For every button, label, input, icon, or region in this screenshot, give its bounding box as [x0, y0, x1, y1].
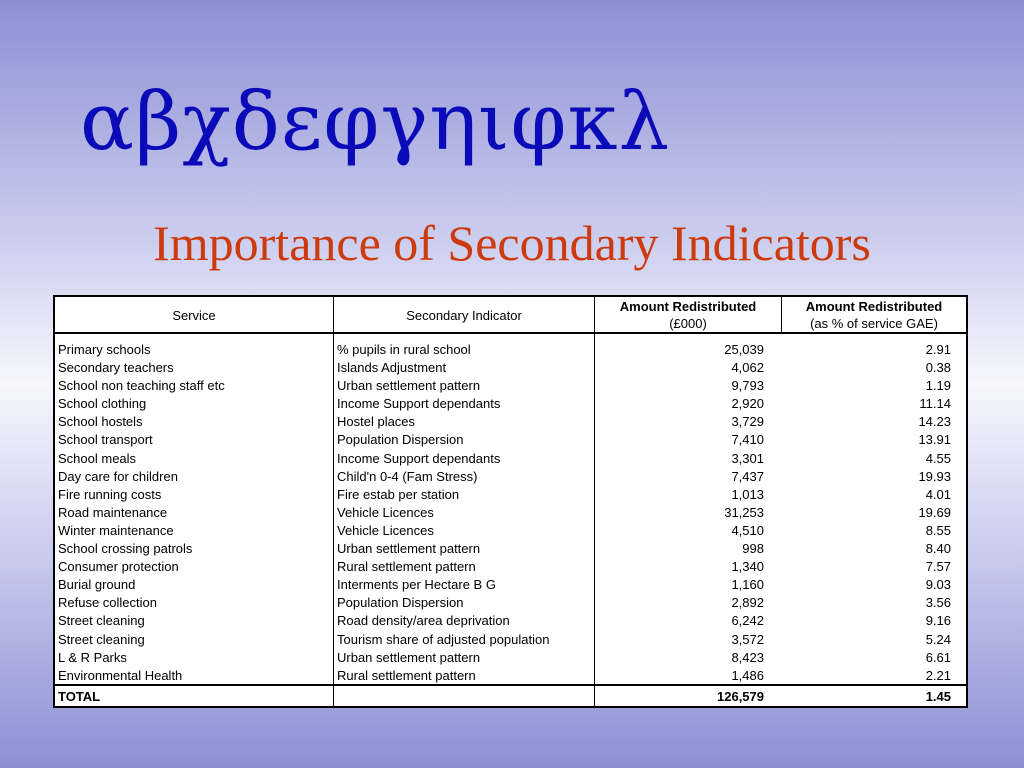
total-label: TOTAL — [58, 689, 101, 704]
cell-indicator: Rural settlement pattern — [337, 559, 476, 575]
cell-percent: 4.01 — [925, 486, 951, 502]
cell-percent: 19.93 — [918, 468, 951, 484]
cell-service: School meals — [58, 450, 137, 466]
table-row — [55, 431, 966, 449]
table-row — [55, 631, 966, 649]
cell-indicator: Vehicle Licences — [337, 522, 434, 538]
table-row — [55, 522, 966, 540]
table-row — [55, 468, 966, 486]
cell-indicator: Vehicle Licences — [337, 504, 434, 520]
table-row — [55, 395, 966, 413]
header-amount-label: Amount Redistributed — [619, 299, 757, 314]
cell-amount: 3,572 — [731, 631, 764, 647]
cell-amount: 4,510 — [731, 522, 764, 538]
cell-percent: 9.16 — [925, 613, 951, 629]
cell-amount: 4,062 — [731, 360, 764, 376]
cell-indicator: Road density/area deprivation — [337, 613, 510, 629]
cell-indicator: Islands Adjustment — [337, 360, 447, 376]
cell-amount: 1,013 — [731, 486, 764, 502]
header-amount-unit: (£000) — [669, 316, 707, 331]
cell-amount: 2,892 — [731, 595, 764, 611]
header-indicator-label: Secondary Indicator — [406, 307, 522, 323]
cell-percent: 1.19 — [925, 378, 951, 394]
table-row — [55, 450, 966, 468]
total-amount: 126,579 — [717, 689, 764, 704]
cell-amount: 1,486 — [731, 667, 764, 683]
table-row — [55, 594, 966, 612]
cell-amount: 2,920 — [731, 396, 764, 412]
cell-indicator: Income Support dependants — [337, 396, 501, 412]
cell-indicator: Hostel places — [337, 414, 416, 430]
header-percent-label: Amount Redistributed — [805, 299, 943, 314]
cell-percent: 7.57 — [925, 559, 951, 575]
cell-percent: 19.69 — [918, 504, 951, 520]
cell-indicator: Interments per Hectare B G — [337, 577, 496, 593]
cell-amount: 3,301 — [731, 450, 764, 466]
table-row — [55, 612, 966, 630]
cell-percent: 2.21 — [925, 667, 951, 683]
table-row — [55, 377, 966, 395]
cell-percent: 8.55 — [925, 522, 951, 538]
cell-percent: 6.61 — [925, 649, 951, 665]
cell-percent: 2.91 — [925, 342, 951, 357]
cell-amount: 8,423 — [731, 649, 764, 665]
cell-indicator: Population Dispersion — [337, 595, 464, 611]
cell-amount: 1,160 — [731, 577, 764, 593]
slide-title: Importance of Secondary Indicators — [153, 215, 871, 271]
cell-percent: 8.40 — [925, 541, 951, 557]
cell-indicator: Urban settlement pattern — [337, 541, 481, 557]
cell-indicator: Child'n 0-4 (Fam Stress) — [337, 468, 478, 484]
header-percent — [782, 297, 966, 333]
cell-percent: 9.03 — [925, 577, 951, 593]
table-row — [55, 413, 966, 431]
cell-service: Burial ground — [58, 577, 136, 593]
cell-service: Winter maintenance — [58, 522, 174, 538]
cell-amount: 1,340 — [731, 559, 764, 575]
indicators-table — [53, 295, 968, 708]
cell-amount: 998 — [742, 541, 764, 557]
total-percent: 1.45 — [925, 689, 951, 704]
table-row — [55, 504, 966, 522]
cell-service: Primary schools — [58, 342, 151, 357]
table-body — [55, 341, 966, 685]
cell-percent: 3.56 — [925, 595, 951, 611]
cell-service: L & R Parks — [58, 649, 127, 665]
cell-amount: 31,253 — [724, 504, 764, 520]
cell-service: Environmental Health — [58, 667, 183, 683]
cell-service: Street cleaning — [58, 631, 145, 647]
cell-service: Fire running costs — [58, 486, 162, 502]
cell-indicator: % pupils in rural school — [337, 342, 471, 357]
cell-service: School hostels — [58, 414, 143, 430]
cell-amount: 25,039 — [724, 342, 764, 357]
cell-service: Day care for children — [58, 468, 178, 484]
cell-percent: 5.24 — [925, 631, 951, 647]
cell-amount: 7,410 — [731, 432, 764, 448]
cell-indicator: Fire estab per station — [337, 486, 460, 502]
table-row — [55, 667, 966, 685]
greek-heading: αβχδεφγηιφκλ — [80, 75, 671, 168]
cell-indicator: Tourism share of adjusted population — [337, 631, 550, 647]
cell-indicator: Urban settlement pattern — [337, 378, 481, 394]
cell-service: School non teaching staff etc — [58, 378, 225, 394]
cell-amount: 7,437 — [731, 468, 764, 484]
cell-service: Secondary teachers — [58, 360, 174, 376]
cell-indicator: Urban settlement pattern — [337, 649, 481, 665]
cell-percent: 14.23 — [918, 414, 951, 430]
cell-percent: 0.38 — [925, 360, 951, 376]
total-row — [55, 688, 966, 706]
header-indicator — [334, 297, 594, 333]
cell-percent: 4.55 — [925, 450, 951, 466]
cell-indicator: Population Dispersion — [337, 432, 464, 448]
cell-service: School transport — [58, 432, 153, 448]
cell-amount: 9,793 — [731, 378, 764, 394]
table-row — [55, 649, 966, 667]
cell-service: Road maintenance — [58, 504, 168, 520]
table-row — [55, 486, 966, 504]
table-row — [55, 576, 966, 594]
table-row — [55, 341, 966, 359]
table-row — [55, 359, 966, 377]
cell-percent: 11.14 — [919, 396, 951, 412]
cell-percent: 13.91 — [918, 432, 951, 448]
table-row — [55, 540, 966, 558]
cell-service: School crossing patrols — [58, 541, 193, 557]
cell-indicator: Income Support dependants — [337, 450, 501, 466]
cell-service: School clothing — [58, 396, 147, 412]
cell-indicator: Rural settlement pattern — [337, 667, 476, 683]
cell-amount: 6,242 — [731, 613, 764, 629]
cell-service: Street cleaning — [58, 613, 145, 629]
header-amount — [595, 297, 781, 333]
cell-service: Refuse collection — [58, 595, 157, 611]
header-service — [55, 297, 333, 333]
cell-amount: 3,729 — [731, 414, 764, 430]
header-percent-unit: (as % of service GAE) — [810, 316, 938, 331]
header-service-label: Service — [172, 307, 216, 323]
cell-service: Consumer protection — [58, 559, 179, 575]
table-row — [55, 558, 966, 576]
